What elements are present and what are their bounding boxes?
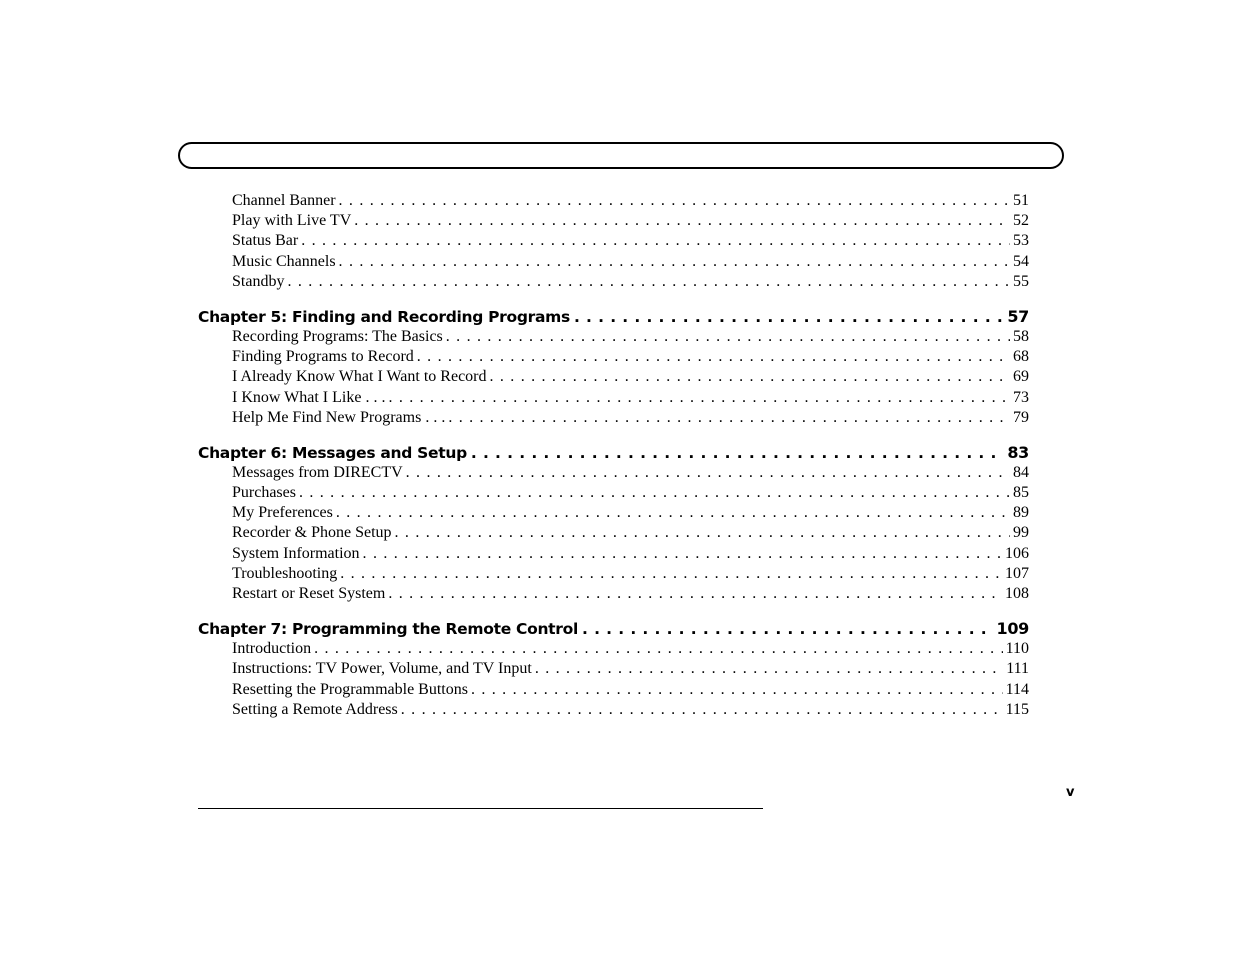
toc-entry-title: Channel Banner	[232, 192, 336, 209]
toc-entry-title: System Information	[232, 544, 360, 562]
dot-leader	[446, 327, 1010, 347]
toc-entry-title: I Know What I Like . . .	[232, 388, 386, 406]
toc-chapter-page: 57	[1007, 306, 1029, 326]
toc-entry-recording-basics[interactable]	[198, 327, 1029, 347]
dot-leader	[339, 252, 1010, 272]
toc-entry-title: Recording Programs: The Basics	[232, 327, 443, 345]
toc-entry-know-what-i-like[interactable]	[198, 388, 1029, 408]
toc-entry-page: 85	[1013, 484, 1029, 502]
toc-entry-title: I Already Know What I Want to Record	[232, 368, 487, 386]
toc-entry-standby[interactable]	[198, 272, 1029, 292]
dot-leader	[340, 564, 1002, 584]
toc-entry-title: Restart or Reset System	[232, 585, 386, 602]
toc-entry-title: Resetting the Programmable Buttons	[232, 680, 468, 698]
dot-leader	[401, 700, 1003, 720]
toc-entry-title: Standby	[232, 272, 285, 290]
dot-leader	[535, 659, 1003, 679]
toc-entry-page: 106	[1005, 544, 1029, 562]
toc-entry-help-find-new[interactable]	[198, 408, 1029, 428]
toc-entry-finding-programs[interactable]	[198, 347, 1029, 367]
toc-entry-channel-banner[interactable]	[198, 191, 1029, 211]
toc-entry-title: Setting a Remote Address	[232, 700, 398, 718]
toc-entry-title: Instructions: TV Power, Volume, and TV Input	[232, 660, 532, 678]
dot-leader	[417, 347, 1010, 367]
toc-entry-page: 52	[1013, 212, 1029, 230]
dot-leader	[582, 619, 993, 640]
dot-leader	[448, 408, 1010, 428]
dot-leader	[388, 584, 1002, 604]
toc-entry-page: 69	[1013, 368, 1029, 386]
toc-entry-title: Help Me Find New Programs . . .	[232, 408, 446, 426]
toc-entry-restart-reset[interactable]	[198, 584, 1029, 604]
toc-entry-title: Music Channels	[232, 252, 336, 270]
dot-leader	[471, 680, 1003, 700]
toc-entry-recorder-phone-setup[interactable]	[198, 523, 1029, 543]
toc-chapter-title: Chapter 7: Programming the Remote Control	[198, 620, 578, 639]
dot-leader	[336, 503, 1010, 523]
toc-entry-page: 99	[1013, 524, 1029, 542]
toc-entry-title: Play with Live TV	[232, 212, 352, 230]
toc-entry-page: 58	[1013, 327, 1029, 345]
toc-entry-page: 55	[1013, 272, 1029, 290]
toc-entry-page: 114	[1005, 680, 1029, 698]
header-bar	[178, 142, 1064, 169]
toc-entry-introduction[interactable]	[198, 639, 1029, 659]
toc-entry-purchases[interactable]	[198, 483, 1029, 503]
toc-entry-play-with-live-tv[interactable]	[198, 211, 1029, 231]
toc-chapter-5[interactable]	[198, 306, 1029, 327]
toc-entry-tv-power-volume-input[interactable]	[198, 659, 1029, 679]
dot-leader	[395, 523, 1010, 543]
toc-entry-page: 111	[1006, 660, 1029, 678]
toc-entry-page: 115	[1005, 700, 1029, 718]
toc-entry-my-preferences[interactable]	[198, 503, 1029, 523]
toc-chapter-title: Chapter 5: Finding and Recording Programs	[198, 307, 570, 326]
dot-leader	[406, 463, 1010, 483]
toc-chapter-6[interactable]	[198, 442, 1029, 463]
toc-entry-page: 79	[1013, 408, 1029, 426]
dot-leader	[354, 211, 1010, 231]
toc-entry-title: Status Bar	[232, 232, 299, 250]
toc-entry-system-information[interactable]	[198, 544, 1029, 564]
dot-leader	[388, 388, 1010, 408]
toc-chapter-7[interactable]	[198, 618, 1029, 639]
toc-entry-page: 68	[1013, 348, 1029, 366]
toc-entry-remote-address[interactable]	[198, 700, 1029, 720]
toc-entry-messages-directv[interactable]	[198, 463, 1029, 483]
toc-entry-title: Purchases	[232, 484, 296, 502]
toc-entry-resetting-buttons[interactable]	[198, 680, 1029, 700]
toc-entry-title: Introduction	[232, 640, 312, 658]
dot-leader	[339, 191, 1010, 211]
toc-chapter-page: 83	[1007, 442, 1029, 462]
dot-leader	[363, 544, 1002, 564]
toc-entry-title: Recorder & Phone Setup	[232, 524, 392, 542]
toc-entry-page: 89	[1013, 504, 1029, 522]
toc-entry-title: Troubleshooting	[232, 564, 338, 582]
toc-entry-page: 110	[1005, 640, 1029, 658]
page-number: v	[1066, 785, 1075, 800]
dot-leader	[287, 272, 1010, 292]
toc-entry-title: Messages from DIRECTV	[232, 463, 403, 481]
toc-entry-status-bar[interactable]	[198, 231, 1029, 251]
toc-chapter-page: 109	[996, 619, 1029, 639]
toc-entry-page: 54	[1013, 252, 1029, 270]
toc-entry-page: 51	[1013, 192, 1029, 209]
toc-entry-already-know[interactable]	[198, 367, 1029, 387]
toc-entry-music-channels[interactable]	[198, 252, 1029, 272]
toc-entry-page: 53	[1013, 232, 1029, 250]
dot-leader	[574, 307, 1003, 328]
toc-entry-troubleshooting[interactable]	[198, 564, 1029, 584]
toc-chapter-title: Chapter 6: Messages and Setup	[198, 443, 467, 462]
dot-leader	[301, 231, 1010, 251]
footer-rule	[198, 808, 763, 809]
dot-leader	[471, 443, 1003, 464]
toc-entry-page: 107	[1005, 564, 1029, 582]
table-of-contents	[198, 191, 1029, 720]
dot-leader	[314, 639, 1003, 659]
dot-leader	[490, 367, 1011, 387]
toc-entry-page: 108	[1005, 585, 1029, 602]
toc-entry-title: Finding Programs to Record	[232, 348, 414, 366]
toc-entry-title: My Preferences	[232, 504, 333, 522]
toc-entry-page: 73	[1013, 388, 1029, 406]
toc-entry-page: 84	[1013, 463, 1029, 481]
dot-leader	[299, 483, 1010, 503]
